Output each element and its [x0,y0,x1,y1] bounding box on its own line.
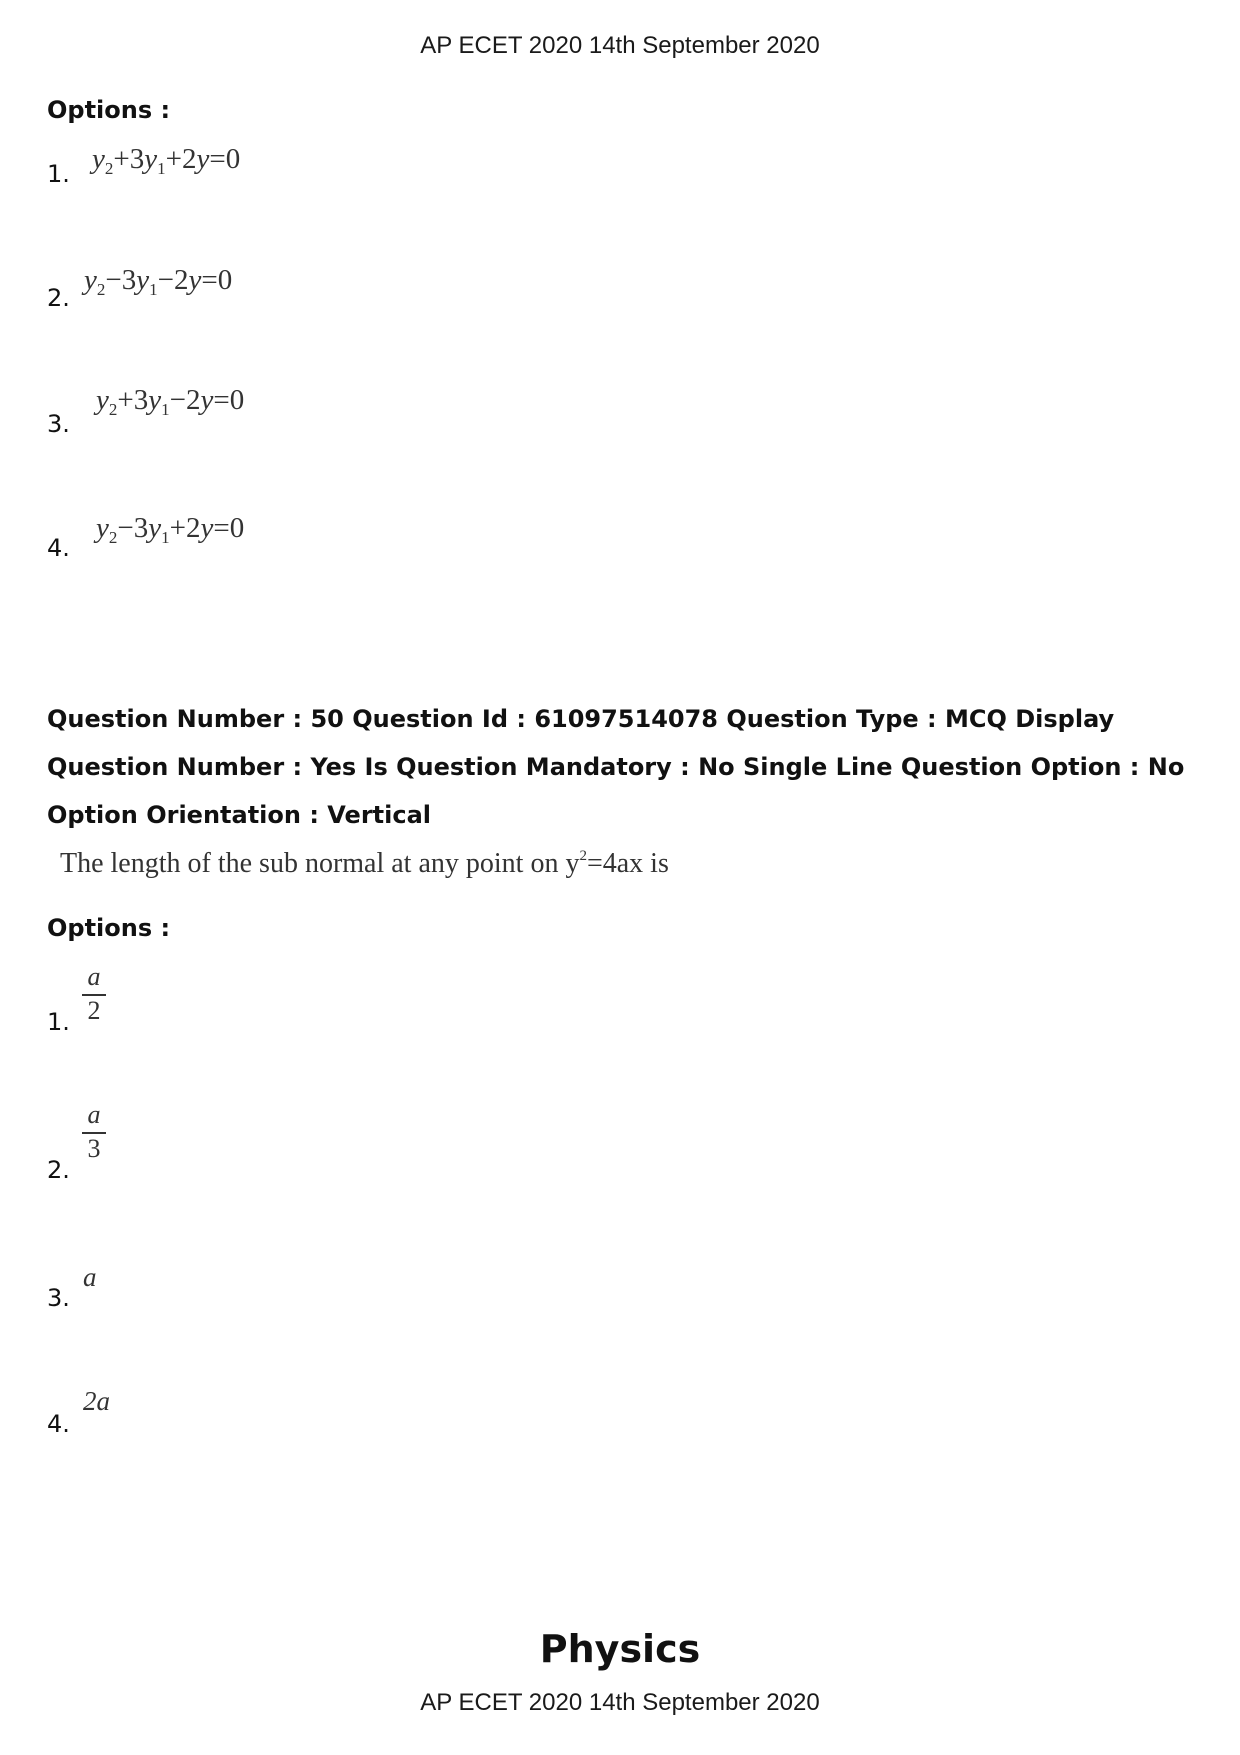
page-footer: AP ECET 2020 14th September 2020 [420,1689,820,1716]
option-equation: $y_2+3y_1-2y=0$ [96,384,245,419]
option-equation: $y_2+3y_1+2y=0$ [92,143,241,178]
section-title: Physics [539,1627,701,1671]
option-number: 3. [47,410,70,438]
option-equation: $y_2-3y_1+2y=0$ [96,512,245,547]
option-number: 2. [47,1156,70,1184]
question-meta: Question Number : 50 Question Id : 61097514078 Question Type : MCQ Display Question Number : Yes Is Question Mandatory : No Single Line Question Option : No Option Orientation : Vertical [47,705,1185,829]
option-number: 3. [47,1284,70,1312]
question-text: The length of the sub normal at any point on $y^2=4ax$ is [60,848,669,879]
options-label: Options : [47,914,171,942]
option-value: 2a [83,1386,110,1416]
option-fraction: a 2 [82,963,106,1024]
page-header: AP ECET 2020 14th September 2020 [420,32,820,59]
option-number: 1. [47,160,70,188]
option-number: 1. [47,1008,70,1036]
option-number: 4. [47,1410,70,1438]
option-fraction: a 3 [82,1101,106,1162]
options-label: Options : [47,96,171,124]
option-number: 4. [47,534,70,562]
option-value: a [83,1262,97,1292]
option-number: 2. [47,284,70,312]
option-equation: $y_2-3y_1-2y=0$ [84,264,233,299]
